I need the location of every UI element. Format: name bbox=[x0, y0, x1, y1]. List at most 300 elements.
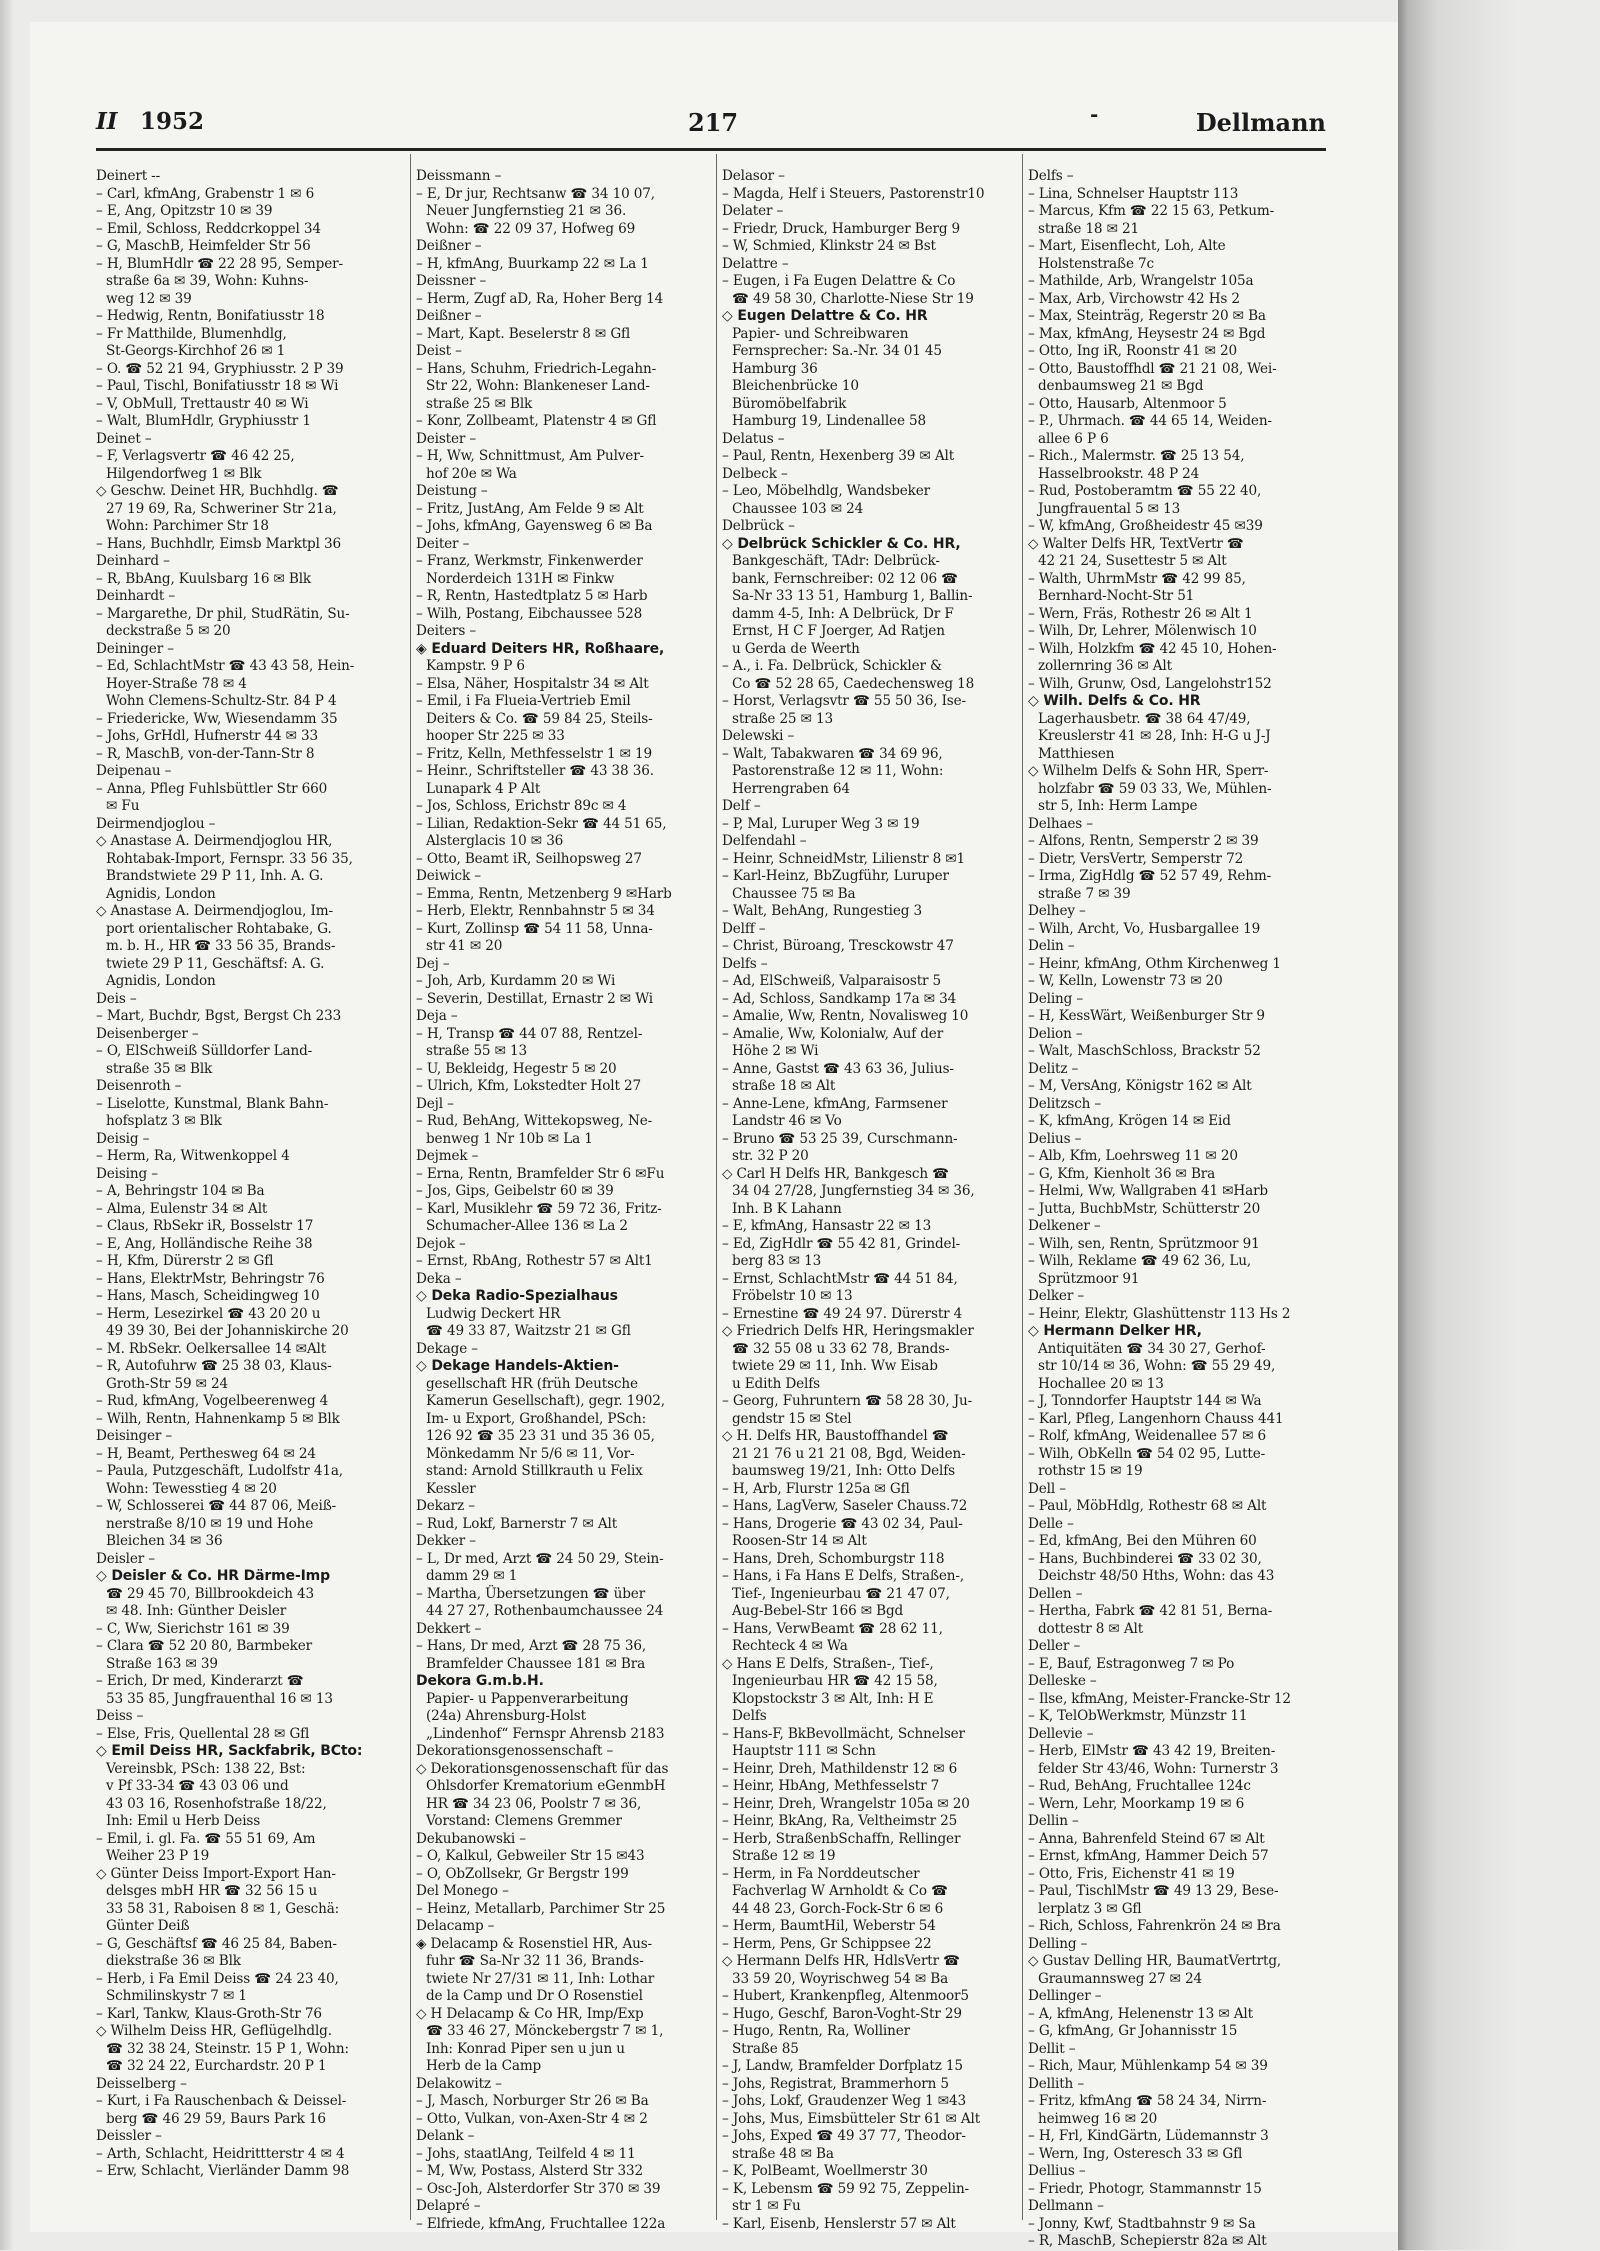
surname-heading: Delapré – bbox=[416, 2198, 481, 2214]
entry-continuation-line: u Gerda de Weerth bbox=[732, 640, 860, 657]
surname-heading: Deißner – bbox=[416, 238, 482, 254]
directory-entry: – Wilh, Rentn, Hahnenkamp 5 ✉ Blk bbox=[96, 1410, 340, 1427]
entry-continuation-line: Hauptstr 111 ✉ Schn bbox=[732, 1743, 876, 1759]
entry-continuation-line: Roosen-Str 14 ✉ Alt bbox=[732, 1533, 867, 1549]
firm-entry: ◇ H. Delfs HR, Baustoffhandel ☎ bbox=[722, 1428, 949, 1444]
directory-entry: – Hans-F, BkBevollmächt, Schnelser bbox=[722, 1725, 965, 1742]
directory-entry: – E, Dr jur, Rechtsanw ☎ 34 10 07, bbox=[416, 185, 655, 202]
directory-entry: – Rud, Postoberamtm ☎ 55 22 40, bbox=[1028, 483, 1262, 499]
entry-continuation-line: Kreuslerstr 41 ✉ 28, Inh: H-G u J-J bbox=[1038, 728, 1271, 744]
surname-heading: Deiter – bbox=[416, 535, 470, 552]
volume-number: II bbox=[96, 108, 118, 135]
entry-continuation-line: str 1 ✉ Fu bbox=[732, 2198, 801, 2214]
firm-entry: ◇ Dekage Handels-Aktien- bbox=[416, 1358, 619, 1374]
directory-entry: – E, Bauf, Estragonweg 7 ✉ Po bbox=[1028, 1655, 1235, 1672]
firm-entry: ◇ Anastase A. Deirmendjoglou HR, bbox=[96, 833, 333, 849]
entry-continuation-line: Vorstand: Clemens Gremmer bbox=[426, 1813, 622, 1829]
directory-entry: – Heinr, Elektr, Glashüttenstr 113 Hs 2 bbox=[1028, 1305, 1291, 1322]
directory-entry: – O. ☎ 52 21 94, Gryphiusstr. 2 P 39 bbox=[96, 360, 344, 377]
surname-heading: Delf – bbox=[722, 798, 761, 814]
entry-continuation-line: Höhe 2 ✉ Wi bbox=[732, 1043, 819, 1059]
entry-continuation-line: straße 55 ✉ 13 bbox=[426, 1043, 528, 1059]
directory-entry: – Rich., Malermstr. ☎ 25 13 54, bbox=[1028, 448, 1245, 464]
entry-continuation-line: straße 18 ✉ Alt bbox=[732, 1078, 836, 1094]
directory-entry: – Hubert, Krankenpfleg, Altenmoor5 bbox=[722, 1988, 969, 2004]
entry-continuation-line: Ernst, H C F Joerger, Ad Ratjen bbox=[732, 623, 945, 639]
directory-entry: – Jos, Schloss, Erichstr 89c ✉ 4 bbox=[416, 798, 627, 814]
entry-continuation-line: Kampstr. 9 P 6 bbox=[426, 658, 525, 674]
entry-continuation-line: weg 12 ✉ 39 bbox=[106, 290, 192, 307]
directory-entry: – Amalie, Ww, Rentn, Novalisweg 10 bbox=[722, 1008, 969, 1024]
directory-entry: – Heinr, SchneidMstr, Lilienstr 8 ✉1 bbox=[722, 850, 966, 867]
entry-continuation-line: Papier- u Pappenverarbeitung bbox=[426, 1690, 629, 1707]
directory-entry: – O, ObZollsekr, Gr Bergstr 199 bbox=[416, 1865, 629, 1882]
directory-entry: – Karl, Tankw, Klaus-Groth-Str 76 bbox=[96, 2005, 322, 2022]
directory-entry: – Max, Steinträg, Regerstr 20 ✉ Ba bbox=[1028, 308, 1266, 324]
directory-entry: – Horst, Verlagsvtr ☎ 55 50 36, Ise- bbox=[722, 693, 966, 709]
entry-continuation-line: Chaussee 103 ✉ 24 bbox=[732, 500, 864, 517]
directory-entry: – R, MaschB, von-der-Tann-Str 8 bbox=[96, 745, 315, 762]
directory-entry: – K, kfmAng, Krögen 14 ✉ Eid bbox=[1028, 1113, 1231, 1129]
entry-continuation-line: 44 27 27, Rothenbaumchaussee 24 bbox=[426, 1603, 664, 1619]
entry-continuation-line: Alsterglacis 10 ✉ 36 bbox=[426, 833, 564, 849]
entry-continuation-line: Brandstwiete 29 P 11, Inh. A. G. bbox=[106, 868, 324, 884]
directory-entry: – H, Frl, KindGärtn, Lüdemannstr 3 bbox=[1028, 2128, 1269, 2144]
surname-heading: Deiters – bbox=[416, 623, 477, 639]
surname-heading: Deisler – bbox=[96, 1550, 155, 1567]
entry-continuation-line: Inh. B K Lahann bbox=[732, 1200, 842, 1217]
entry-continuation-line: Hasselbrookstr. 48 P 24 bbox=[1038, 465, 1200, 482]
entry-continuation-line: Inh: Konrad Piper sen u jun u bbox=[426, 2040, 625, 2057]
directory-entry: – Hans, Buchbinderei ☎ 33 02 30, bbox=[1028, 1550, 1262, 1567]
entry-continuation-line: damm 29 ✉ 1 bbox=[426, 1568, 518, 1584]
entry-continuation-line: 126 92 ☎ 35 23 31 und 35 36 05, bbox=[426, 1428, 655, 1444]
directory-entry: – Wilh, Holzkfm ☎ 42 45 10, Hohen- bbox=[1028, 640, 1277, 657]
directory-entry: – Herb, ElMstr ☎ 43 42 19, Breiten- bbox=[1028, 1743, 1276, 1759]
directory-entry: – R, MaschB, Schepierstr 82a ✉ Alt bbox=[1028, 2233, 1267, 2249]
entry-continuation-line: Klopstockstr 3 ✉ Alt, Inh: H E bbox=[732, 1690, 934, 1707]
entry-continuation-line: Wohn: Tewesstieg 4 ✉ 20 bbox=[106, 1480, 277, 1497]
directory-entry: – Martha, Übersetzungen ☎ über bbox=[416, 1585, 646, 1602]
entry-continuation-line: Ohlsdorfer Krematorium eGenmbH bbox=[426, 1778, 666, 1794]
entry-continuation-line: hofsplatz 3 ✉ Blk bbox=[106, 1113, 222, 1129]
directory-entry: – Irma, ZigHdlg ☎ 52 57 49, Rehm- bbox=[1028, 868, 1272, 884]
surname-heading: Deller – bbox=[1028, 1638, 1081, 1654]
directory-entry: – H, kfmAng, Buurkamp 22 ✉ La 1 bbox=[416, 255, 649, 272]
directory-entry: – Kurt, Zollinsp ☎ 54 11 58, Unna- bbox=[416, 920, 653, 937]
directory-entry: – Hans, Masch, Scheidingweg 10 bbox=[96, 1288, 320, 1304]
entry-continuation-line: Landstr 46 ✉ Vo bbox=[732, 1113, 842, 1129]
surname-heading: Delhaes – bbox=[1028, 815, 1093, 832]
entry-continuation-line: ☎ 49 58 30, Charlotte-Niese Str 19 bbox=[732, 290, 974, 307]
surname-heading: Dejok – bbox=[416, 1235, 466, 1252]
directory-entry: – Otto, Ing iR, Roonstr 41 ✉ 20 bbox=[1028, 343, 1237, 359]
directory-entry: – Herm, in Fa Norddeutscher bbox=[722, 1865, 920, 1882]
directory-entry: – Ad, Schloss, Sandkamp 17a ✉ 34 bbox=[722, 990, 957, 1007]
surname-heading: Deising – bbox=[96, 1165, 158, 1182]
firm-entry: ◇ Anastase A. Deirmendjoglou, Im- bbox=[96, 903, 333, 919]
entry-continuation-line: Sprützmoor 91 bbox=[1038, 1270, 1140, 1287]
directory-entry: – Alfons, Rentn, Semperstr 2 ✉ 39 bbox=[1028, 833, 1259, 849]
directory-entry: – Jutta, BuchbMstr, Schütterstr 20 bbox=[1028, 1200, 1261, 1217]
surname-heading: Delhey – bbox=[1028, 903, 1086, 919]
entry-continuation-line: Fernsprecher: Sa.-Nr. 34 01 45 bbox=[732, 343, 942, 359]
surname-heading: Deissler – bbox=[96, 2128, 162, 2144]
directory-entry: – K, Lebensm ☎ 59 92 75, Zeppelin- bbox=[722, 2180, 969, 2197]
directory-entry: – Paula, Putzgeschäft, Ludolfstr 41a, bbox=[96, 1463, 343, 1479]
directory-column-4 bbox=[1028, 168, 1328, 2249]
directory-entry: – Otto, Vulkan, von-Axen-Str 4 ✉ 2 bbox=[416, 2110, 648, 2127]
entry-continuation-line: Sa-Nr 33 13 51, Hamburg 1, Ballin- bbox=[732, 588, 973, 604]
firm-entry: ◇ Dekorationsgenossenschaft für das bbox=[416, 1760, 669, 1777]
surname-heading: Deling – bbox=[1028, 990, 1084, 1007]
directory-entry: – Ed, kfmAng, Bei den Mühren 60 bbox=[1028, 1533, 1257, 1549]
entry-continuation-line: Delfs bbox=[732, 1708, 767, 1724]
surname-heading: Deipenau – bbox=[96, 763, 172, 779]
entry-continuation-line: nerstraße 8/10 ✉ 19 und Hohe bbox=[106, 1515, 314, 1532]
entry-continuation-line: (24a) Ahrensburg-Holst bbox=[426, 1708, 586, 1724]
entry-continuation-line: holzfabr ☎ 59 03 33, We, Mühlen- bbox=[1038, 780, 1272, 797]
directory-entry: – A, Behringstr 104 ✉ Ba bbox=[96, 1183, 265, 1199]
directory-entry: – Claus, RbSekr iR, Bosselstr 17 bbox=[96, 1218, 314, 1234]
entry-continuation-line: Schumacher-Allee 136 ✉ La 2 bbox=[426, 1218, 628, 1234]
entry-continuation-line: ✉ 48. Inh: Günther Deisler bbox=[106, 1603, 287, 1619]
directory-entry: – Mart, Buchdr, Bgst, Bergst Ch 233 bbox=[96, 1008, 342, 1024]
directory-entry: – Liselotte, Kunstmal, Blank Bahn- bbox=[96, 1095, 329, 1112]
directory-column-2 bbox=[416, 168, 712, 2230]
entry-continuation-line: Hochallee 20 ✉ 13 bbox=[1038, 1375, 1164, 1392]
entry-continuation-line: Bramfelder Chaussee 181 ✉ Bra bbox=[426, 1655, 646, 1672]
entry-continuation-line: Hamburg 19, Lindenallee 58 bbox=[732, 413, 927, 429]
directory-entry: – Else, Fris, Quellental 28 ✉ Gfl bbox=[96, 1725, 310, 1742]
entry-continuation-line: str. 32 P 20 bbox=[732, 1148, 809, 1164]
entry-continuation-line: delsges mbH HR ☎ 32 56 15 u bbox=[106, 1883, 318, 1899]
entry-continuation-line: Straße 12 ✉ 19 bbox=[732, 1848, 836, 1864]
surname-heading: Dekarz – bbox=[416, 1498, 475, 1514]
entry-continuation-line: Deiters & Co. ☎ 59 84 25, Steils- bbox=[426, 710, 653, 727]
surname-heading: Delater – bbox=[722, 203, 784, 219]
surname-heading: Delker – bbox=[1028, 1288, 1084, 1304]
entry-continuation-line: Matthiesen bbox=[1038, 745, 1115, 762]
entry-continuation-line: Bleichenbrücke 10 bbox=[732, 378, 859, 394]
directory-entry: – H, Kfm, Dürerstr 2 ✉ Gfl bbox=[96, 1253, 274, 1269]
directory-entry: – J, Landw, Bramfelder Dorfplatz 15 bbox=[722, 2058, 963, 2074]
directory-entry: – R, BbAng, Kuulsbarg 16 ✉ Blk bbox=[96, 570, 312, 587]
directory-entry: – Hedwig, Rentn, Bonifatiusstr 18 bbox=[96, 308, 325, 324]
directory-entry: – Max, kfmAng, Heysestr 24 ✉ Bgd bbox=[1028, 325, 1266, 342]
surname-heading: Dekage – bbox=[416, 1340, 478, 1357]
directory-entry: – Ulrich, Kfm, Lokstedter Holt 27 bbox=[416, 1078, 641, 1094]
entry-continuation-line: Neuer Jungfernstieg 21 ✉ 36. bbox=[426, 203, 627, 219]
directory-entry: – R, Rentn, Hastedtplatz 5 ✉ Harb bbox=[416, 588, 648, 604]
directory-entry: – H, Transp ☎ 44 07 88, Rentzel- bbox=[416, 1025, 643, 1042]
directory-entry: – Kurt, i Fa Rauschenbach & Deissel- bbox=[96, 2093, 347, 2109]
surname-heading: Delfs – bbox=[1028, 168, 1074, 184]
firm-entry: ◇ Walter Delfs HR, TextVertr ☎ bbox=[1028, 535, 1244, 552]
entry-continuation-line: Groth-Str 59 ✉ 24 bbox=[106, 1375, 229, 1392]
surname-heading: Deja – bbox=[416, 1008, 458, 1024]
entry-continuation-line: Schmilinskystr 7 ✉ 1 bbox=[106, 1988, 247, 2004]
surname-heading: Dellinger – bbox=[1028, 1988, 1102, 2004]
surname-heading: Delasor – bbox=[722, 168, 785, 184]
entry-continuation-line: Herrengraben 64 bbox=[732, 780, 850, 797]
directory-entry: – Rud, BehAng, Fruchtallee 124c bbox=[1028, 1778, 1251, 1794]
entry-continuation-line: Weiher 23 P 19 bbox=[106, 1848, 210, 1864]
entry-continuation-line: HR ☎ 34 23 06, Poolstr 7 ✉ 36, bbox=[426, 1795, 642, 1812]
directory-entry: – Wern, Lehr, Moorkamp 19 ✉ 6 bbox=[1028, 1795, 1245, 1812]
directory-entry: – Friedericke, Ww, Wiesendamm 35 bbox=[96, 710, 338, 727]
entry-continuation-line: Im- u Export, Großhandel, PSch: bbox=[426, 1410, 647, 1427]
firm-entry: ◇ H Delacamp & Co HR, Imp/Exp bbox=[416, 2005, 644, 2022]
surname-heading: Delacamp – bbox=[416, 1918, 495, 1934]
directory-entry: – Erich, Dr med, Kinderarzt ☎ bbox=[96, 1673, 304, 1689]
entry-continuation-line: Holstenstraße 7c bbox=[1038, 255, 1154, 272]
entry-continuation-line: bank, Fernschreiber: 02 12 06 ☎ bbox=[732, 570, 958, 587]
surname-heading: Dejl – bbox=[416, 1095, 454, 1112]
entry-continuation-line: zollernring 36 ✉ Alt bbox=[1038, 658, 1172, 674]
entry-continuation-line: Lagerhausbetr. ☎ 38 64 47/49, bbox=[1038, 710, 1251, 727]
surname-heading: Deinert -- bbox=[96, 168, 161, 184]
entry-continuation-line: Pastorenstraße 12 ✉ 11, Wohn: bbox=[732, 763, 944, 779]
entry-continuation-line: straße 48 ✉ Ba bbox=[732, 2145, 834, 2162]
entry-continuation-line: denbaumsweg 21 ✉ Bgd bbox=[1038, 378, 1204, 394]
surname-heading: Deissmann – bbox=[416, 168, 502, 184]
directory-entry: – Anna, Bahrenfeld Steind 67 ✉ Alt bbox=[1028, 1830, 1265, 1847]
directory-entry: – Christ, Büroang, Tresckowstr 47 bbox=[722, 938, 954, 954]
directory-entry: – H, Beamt, Perthesweg 64 ✉ 24 bbox=[96, 1445, 316, 1462]
entry-continuation-line: hooper Str 225 ✉ 33 bbox=[426, 728, 565, 744]
directory-entry: – P, Mal, Luruper Weg 3 ✉ 19 bbox=[722, 815, 920, 832]
directory-entry: – Herm, Lesezirkel ☎ 43 20 20 u bbox=[96, 1305, 321, 1322]
entry-continuation-line: Norderdeich 131H ✉ Finkw bbox=[426, 570, 615, 587]
directory-entry: – Hans, Dr med, Arzt ☎ 28 75 36, bbox=[416, 1638, 647, 1654]
entry-continuation-line: ✉ Fu bbox=[106, 798, 140, 814]
directory-entry: – Johs, Lokf, Graudenzer Weg 1 ✉43 bbox=[722, 2093, 966, 2109]
directory-entry: – P., Uhrmach. ☎ 44 65 14, Weiden- bbox=[1028, 413, 1272, 429]
surname-heading: Deka – bbox=[416, 1270, 462, 1287]
entry-continuation-line: Tief-, Ingenieurbau ☎ 21 47 07, bbox=[732, 1585, 950, 1602]
directory-entry: – Elfriede, kfmAng, Fruchtallee 122a bbox=[416, 2215, 666, 2232]
directory-entry: – Wern, Fräs, Rothestr 26 ✉ Alt 1 bbox=[1028, 605, 1253, 622]
entry-continuation-line: damm 4-5, Inh: A Delbrück, Dr F bbox=[732, 605, 954, 622]
directory-entry: – Hans, VerwBeamt ☎ 28 62 11, bbox=[722, 1620, 943, 1637]
entry-continuation-line: 53 35 85, Jungfrauenthal 16 ✉ 13 bbox=[106, 1690, 333, 1707]
directory-entry: – H, Arb, Flurstr 125a ✉ Gfl bbox=[722, 1480, 910, 1497]
surname-heading: Dejmek – bbox=[416, 1148, 479, 1164]
entry-continuation-line: 42 21 24, Susettestr 5 ✉ Alt bbox=[1038, 553, 1227, 569]
surname-heading: Delleske – bbox=[1028, 1673, 1097, 1689]
directory-entry: – Ilse, kfmAng, Meister-Francke-Str 12 bbox=[1028, 1690, 1291, 1707]
entry-continuation-line: Bleichen 34 ✉ 36 bbox=[106, 1533, 223, 1549]
surname-heading: Deinhard – bbox=[96, 553, 170, 569]
directory-entry: – Herb, i Fa Emil Deiss ☎ 24 23 40, bbox=[96, 1970, 339, 1987]
directory-entry: – Hans, i Fa Hans E Delfs, Straßen-, bbox=[722, 1568, 965, 1584]
surname-heading: Deirmendjoglou – bbox=[96, 815, 216, 832]
entry-continuation-line: hof 20e ✉ Wa bbox=[426, 465, 517, 482]
surname-heading: Deinet – bbox=[96, 430, 152, 447]
entry-continuation-line: deckstraße 5 ✉ 20 bbox=[106, 623, 231, 639]
entry-continuation-line: Hamburg 36 bbox=[732, 360, 818, 377]
entry-continuation-line: Str 22, Wohn: Blankeneser Land- bbox=[426, 378, 650, 394]
directory-entry: – H, Ww, Schnittmust, Am Pulver- bbox=[416, 448, 644, 464]
directory-entry: – Otto, Hausarb, Altenmoor 5 bbox=[1028, 395, 1227, 412]
directory-entry: – Paul, Tischl, Bonifatiusstr 18 ✉ Wi bbox=[96, 378, 339, 394]
running-head-name: Dellmann bbox=[1195, 108, 1326, 137]
year: 1952 bbox=[140, 108, 205, 135]
surname-heading: Dell – bbox=[1028, 1480, 1066, 1497]
directory-entry: – Leo, Möbelhdlg, Wandsbeker bbox=[722, 483, 931, 499]
entry-continuation-line: dottestr 8 ✉ Alt bbox=[1038, 1620, 1144, 1637]
directory-entry: – M, VersAng, Königstr 162 ✉ Alt bbox=[1028, 1078, 1252, 1094]
firm-entry: ◇ Wilhelm Deiss HR, Geflügelhdlg. bbox=[96, 2023, 332, 2039]
directory-entry: – Hugo, Rentn, Ra, Wolliner bbox=[722, 2023, 910, 2039]
entry-continuation-line: „Lindenhof“ Fernspr Ahrensb 2183 bbox=[426, 1725, 665, 1742]
entry-continuation-line: 27 19 69, Ra, Schweriner Str 21a, bbox=[106, 500, 337, 517]
directory-entry: – Herm, Ra, Witwenkoppel 4 bbox=[96, 1148, 290, 1164]
column-divider bbox=[410, 154, 411, 2220]
entry-continuation-line: Bernhard-Nocht-Str 51 bbox=[1038, 588, 1195, 604]
surname-heading: Deister – bbox=[416, 430, 477, 447]
firm-entry: ◇ Deka Radio-Spezialhaus bbox=[416, 1288, 618, 1304]
directory-entry: – A., i. Fa. Delbrück, Schickler & bbox=[722, 658, 942, 674]
entry-continuation-line: felder Str 43/46, Wohn: Turnerstr 3 bbox=[1038, 1760, 1279, 1777]
directory-entry: – Ad, ElSchweiß, Valparaisostr 5 bbox=[722, 973, 942, 989]
entry-continuation-line: str 10/14 ✉ 36, Wohn: ☎ 55 29 49, bbox=[1038, 1358, 1276, 1374]
entry-continuation-line: Graumannsweg 27 ✉ 24 bbox=[1038, 1970, 1203, 1987]
entry-continuation-line: Ingenieurbau HR ☎ 42 15 58, bbox=[732, 1673, 938, 1689]
directory-entry: – H, KessWärt, Weißenburger Str 9 bbox=[1028, 1008, 1265, 1024]
entry-continuation-line: Günter Deiß bbox=[106, 1918, 190, 1934]
entry-continuation-line: Chaussee 75 ✉ Ba bbox=[732, 885, 856, 902]
directory-entry: – Lina, Schnelser Hauptstr 113 bbox=[1028, 185, 1239, 202]
directory-entry: – Rich, Maur, Mühlenkamp 54 ✉ 39 bbox=[1028, 2058, 1268, 2074]
entry-continuation-line: Bankgeschäft, TAdr: Delbrück- bbox=[732, 553, 940, 569]
entry-continuation-line: Kamerun Gesellschaft), gegr. 1902, bbox=[426, 1393, 665, 1409]
entry-continuation-line: Jungfrauental 5 ✉ 13 bbox=[1038, 500, 1181, 517]
entry-continuation-line: Lunapark 4 P Alt bbox=[426, 780, 541, 797]
directory-entry: – Hugo, Geschf, Baron-Voght-Str 29 bbox=[722, 2005, 962, 2022]
directory-entry: – Heinr, BkAng, Ra, Veltheimstr 25 bbox=[722, 1813, 958, 1829]
directory-entry: – Rolf, kfmAng, Weidenallee 57 ✉ 6 bbox=[1028, 1428, 1266, 1444]
directory-entry: – Fritz, kfmAng ☎ 58 24 34, Nirrn- bbox=[1028, 2093, 1267, 2109]
firm-entry: ◇ Hermann Delfs HR, HdlsVertr ☎ bbox=[722, 1953, 960, 1969]
directory-entry: – Ed, ZigHdlr ☎ 55 42 81, Grindel- bbox=[722, 1235, 961, 1252]
directory-entry: – Rud, Lokf, Barnerstr 7 ✉ Alt bbox=[416, 1515, 618, 1532]
entry-continuation-line: Hoyer-Straße 78 ✉ 4 bbox=[106, 675, 247, 692]
entry-continuation-line: Antiquitäten ☎ 34 30 27, Gerhof- bbox=[1038, 1340, 1266, 1357]
directory-entry: – A, kfmAng, Helenenstr 13 ✉ Alt bbox=[1028, 2005, 1253, 2022]
directory-entry: – Lilian, Redaktion-Sekr ☎ 44 51 65, bbox=[416, 815, 667, 832]
directory-entry: – Elsa, Näher, Hospitalstr 34 ✉ Alt bbox=[416, 675, 649, 692]
firm-entry: ◇ Delbrück Schickler & Co. HR, bbox=[722, 535, 961, 552]
entry-continuation-line: str 41 ✉ 20 bbox=[426, 938, 503, 954]
entry-continuation-line: Fröbelstr 10 ✉ 13 bbox=[732, 1288, 853, 1304]
directory-entry: – K, PolBeamt, Woellmerstr 30 bbox=[722, 2163, 928, 2179]
directory-entry: – Walt, BehAng, Rungestieg 3 bbox=[722, 903, 922, 919]
directory-entry: – Wilh, Reklame ☎ 49 62 36, Lu, bbox=[1028, 1253, 1252, 1269]
entry-continuation-line: ☎ 33 46 27, Mönckebergstr 7 ✉ 1, bbox=[426, 2023, 664, 2039]
entry-continuation-line: Ludwig Deckert HR bbox=[426, 1305, 561, 1322]
directory-entry: – J, Tonndorfer Hauptstr 144 ✉ Wa bbox=[1028, 1393, 1262, 1409]
directory-entry: – Herb, StraßenbSchaffn, Rellinger bbox=[722, 1830, 961, 1847]
directory-entry: – Rud, kfmAng, Vogelbeerenweg 4 bbox=[96, 1393, 329, 1409]
directory-entry: – Marcus, Kfm ☎ 22 15 63, Petkum- bbox=[1028, 203, 1275, 219]
firm-entry: ◇ Günter Deiss Import-Export Han- bbox=[96, 1865, 336, 1882]
entry-continuation-line: Aug-Bebel-Str 166 ✉ Bgd bbox=[732, 1603, 904, 1619]
entry-continuation-line: straße 7 ✉ 39 bbox=[1038, 885, 1131, 902]
surname-heading: Deininger – bbox=[96, 640, 174, 657]
directory-entry: – R, Autofuhrw ☎ 25 38 03, Klaus- bbox=[96, 1358, 332, 1374]
directory-entry: – Alma, Eulenstr 34 ✉ Alt bbox=[96, 1200, 268, 1217]
directory-entry: – Johs, GrHdl, Hufnerstr 44 ✉ 33 bbox=[96, 728, 319, 744]
directory-entry: – Hans, LagVerw, Saseler Chauss.72 bbox=[722, 1498, 968, 1514]
column-divider bbox=[716, 154, 717, 2220]
surname-heading: Delank – bbox=[416, 2128, 475, 2144]
surname-heading: Delle – bbox=[1028, 1515, 1074, 1532]
surname-heading: Deißner – bbox=[416, 308, 482, 324]
entry-continuation-line: benweg 1 Nr 10b ✉ La 1 bbox=[426, 1130, 593, 1147]
directory-entry: – Herb, Elektr, Rennbahnstr 5 ✉ 34 bbox=[416, 903, 655, 919]
directory-entry: – Eugen, i Fa Eugen Delattre & Co bbox=[722, 273, 956, 289]
surname-heading: Delkener – bbox=[1028, 1218, 1101, 1234]
directory-entry: – Franz, Werkmstr, Finkenwerder bbox=[416, 553, 643, 569]
entry-continuation-line: port orientalischer Rohtabake, G. bbox=[106, 920, 332, 937]
directory-entry: – Severin, Destillat, Ernastr 2 ✉ Wi bbox=[416, 990, 653, 1007]
directory-entry: – W, kfmAng, Großheidestr 45 ✉39 bbox=[1028, 518, 1263, 534]
directory-entry: – Helmi, Ww, Wallgraben 41 ✉Harb bbox=[1028, 1183, 1268, 1199]
firm-entry: ◇ Hermann Delker HR, bbox=[1028, 1323, 1202, 1339]
firm-entry: ◇ Wilh. Delfs & Co. HR bbox=[1028, 693, 1201, 709]
directory-entry: – Walt, BlumHdlr, Gryphiusstr 1 bbox=[96, 413, 311, 429]
surname-heading: Deissner – bbox=[416, 273, 487, 289]
directory-entry: – Jos, Gips, Geibelstr 60 ✉ 39 bbox=[416, 1183, 614, 1199]
surname-heading: Dellen – bbox=[1028, 1585, 1083, 1602]
directory-entry: – Herm, Zugf aD, Ra, Hoher Berg 14 bbox=[416, 290, 664, 307]
entry-continuation-line: Büromöbelfabrik bbox=[732, 395, 847, 412]
directory-entry: – E, kfmAng, Hansastr 22 ✉ 13 bbox=[722, 1218, 932, 1234]
directory-entry: – Wern, Ing, Osteresch 33 ✉ Gfl bbox=[1028, 2145, 1243, 2162]
directory-entry: – Hans, ElektrMstr, Behringstr 76 bbox=[96, 1270, 325, 1287]
surname-heading: Delitz – bbox=[1028, 1060, 1079, 1077]
directory-entry: – Johs, Exped ☎ 49 37 77, Theodor- bbox=[722, 2128, 966, 2144]
directory-entry: – E, Ang, Opitzstr 10 ✉ 39 bbox=[96, 203, 273, 219]
directory-column-3 bbox=[722, 168, 1018, 2230]
directory-entry: – Emma, Rentn, Metzenberg 9 ✉Harb bbox=[416, 885, 672, 902]
directory-entry: – Mart, Kapt. Beselerstr 8 ✉ Gfl bbox=[416, 325, 631, 342]
entry-continuation-line: Wohn: ☎ 22 09 37, Hofweg 69 bbox=[426, 220, 636, 237]
entry-continuation-line: straße 25 ✉ 13 bbox=[732, 710, 834, 727]
directory-entry: – Wilh, Dr, Lehrer, Mölenwisch 10 bbox=[1028, 623, 1257, 639]
directory-entry: – Karl, Pfleg, Langenhorn Chauss 441 bbox=[1028, 1410, 1284, 1427]
surname-heading: Dej – bbox=[416, 955, 450, 972]
directory-entry: – Magda, Helf i Steuers, Pastorenstr10 bbox=[722, 185, 985, 202]
surname-heading: Dekora G.m.b.H. bbox=[416, 1673, 544, 1689]
firm-entry: ◇ Deisler & Co. HR Därme-Imp bbox=[96, 1568, 330, 1584]
entry-continuation-line: 33 59 20, Woyrischweg 54 ✉ Ba bbox=[732, 1970, 949, 1987]
entry-continuation-line: heimweg 16 ✉ 20 bbox=[1038, 2110, 1158, 2127]
firm-entry: ◇ Emil Deiss HR, Sackfabrik, BCto: bbox=[96, 1743, 363, 1759]
directory-entry: – Erna, Rentn, Bramfelder Str 6 ✉Fu bbox=[416, 1165, 665, 1182]
directory-entry: – O, ElSchweiß Sülldorfer Land- bbox=[96, 1043, 313, 1059]
surname-heading: Deisselberg – bbox=[96, 2075, 187, 2092]
surname-heading: Dellius – bbox=[1028, 2163, 1086, 2179]
entry-continuation-line: gendstr 15 ✉ Stel bbox=[732, 1410, 852, 1427]
directory-entry: – Otto, Fris, Eichenstr 41 ✉ 19 bbox=[1028, 1865, 1235, 1882]
directory-entry: – Paul, TischlMstr ☎ 49 13 29, Bese- bbox=[1028, 1883, 1279, 1899]
directory-entry: – G, Kfm, Kienholt 36 ✉ Bra bbox=[1028, 1165, 1216, 1182]
surname-heading: Deiwick – bbox=[416, 868, 481, 884]
surname-heading: Dellith – bbox=[1028, 2075, 1084, 2092]
